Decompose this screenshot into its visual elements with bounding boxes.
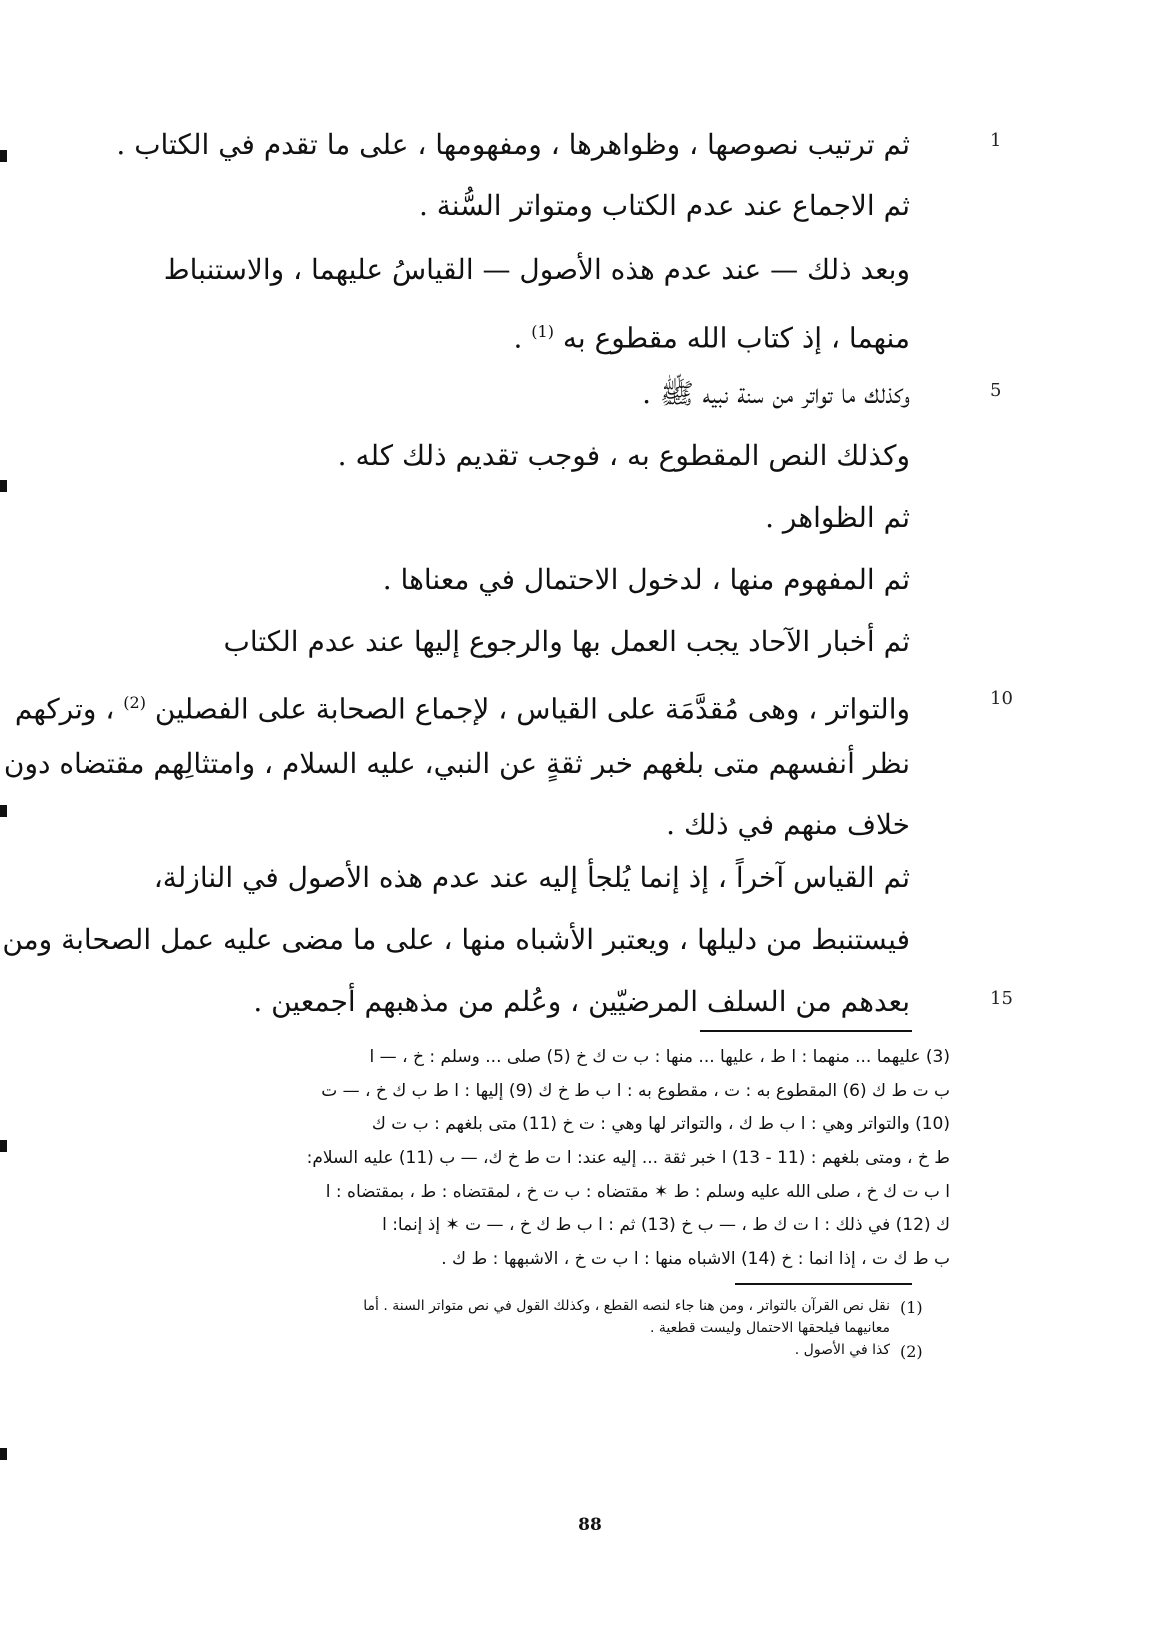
text-line: ثم الاجماع عند عدم الكتاب ومتواتر السُّنة . (418, 189, 910, 222)
footnote-ref-1: (1) (531, 322, 554, 341)
edge-mark (0, 480, 7, 492)
text-line: وبعد ذلك — عند عدم هذه الأصول — القياسُ عليهما ، والاستنباط (163, 253, 910, 286)
footnote-text: معانيهما فيلحقها الاحتمال وليست قطعية . (650, 1320, 890, 1336)
line-number-1: 1 (990, 130, 1002, 151)
text-line: وكذلك النص المقطوع به ، فوجب تقديم ذلك كله . (337, 439, 910, 472)
apparatus-line: ا ب ت ك خ ، صلى الله عليه وسلم : ط ✶ مقتضاه : ب ت خ ، لمقتضاه : ط ، بمقتضاه : ا (325, 1182, 950, 1202)
text-line: ثم المفهوم منها ، لدخول الاحتمال في معناها . (382, 563, 910, 596)
text-line: ثم القياس آخراً ، إذ إنما يُلجأ إليه عند عدم هذه الأصول في النازلة، (153, 861, 910, 894)
footnote-ref-2: (2) (123, 693, 146, 712)
text-line (150, 312, 910, 358)
edge-mark (0, 150, 7, 162)
text-line: فيستنبط من دليلها ، ويعتبر الأشباه منها ، على ما مضى عليه عمل الصحابة ومن (2, 923, 910, 956)
text-line: ثم الظواهر . (765, 501, 910, 534)
text-line: خلاف منهم في ذلك . (666, 808, 910, 841)
text-segment: منهما ، إذ كتاب الله مقطوع به (562, 321, 910, 355)
footnote-number-1: (1) (900, 1298, 923, 1317)
edge-mark (0, 805, 7, 817)
line-number-5: 5 (990, 380, 1002, 401)
text-segment: . (513, 321, 523, 355)
page-number: 88 (578, 1515, 602, 1535)
edge-mark (0, 1140, 7, 1152)
apparatus-line: ط خ ، ومتى بلغهم : (11 - 13) ا خبر ثقة ... إليه عند: ا ت ط خ ك، — ب (11) عليه السلام: (306, 1148, 950, 1168)
apparatus-line: (3) عليهما ... منهما : ا ط ، عليها ... منها : ب ت ك خ (5) صلى ... وسلم : خ ، — ا (369, 1047, 950, 1067)
text-line: بعدهم من السلف المرضيّين ، وعُلم من مذهبهم أجمعين . (253, 985, 910, 1018)
apparatus-line: ب ت ط ك (6) المقطوع به : ت ، مقطوع به : ا ب ط خ ك (9) إليها : ا ط ب ك خ ، — ت (321, 1081, 950, 1101)
text-segment: والتواتر ، وهى مُقدَّمَة على القياس ، لإجماع الصحابة على الفصلين (154, 692, 910, 726)
footnote-text: كذا في الأصول . (794, 1342, 890, 1358)
footnote-text: نقل نص القرآن بالتواتر ، ومن هنا جاء لنصه القطع ، وكذلك القول في نص متواتر السنة . أما (363, 1298, 890, 1314)
text-segment: ، وتركهم (14, 692, 115, 726)
text-line (14, 683, 910, 729)
text-line: ثم ترتيب نصوصها ، وظواهرها ، ومفهومها ، على ما تقدم في الكتاب . (116, 128, 910, 161)
line-number-10: 10 (990, 688, 1013, 709)
text-line: وكذلك ما تواتر من سنة نبيه ﷺ . (642, 377, 910, 410)
edge-mark (0, 1448, 7, 1460)
text-line: ثم أخبار الآحاد يجب العمل بها والرجوع إليها عند عدم الكتاب (223, 625, 910, 658)
footnote-rule (735, 1283, 912, 1285)
line-number-15: 15 (990, 988, 1013, 1009)
footnote-number-2: (2) (900, 1342, 923, 1361)
apparatus-line: ب ط ك ت ، إذا انما : خ (14) الاشباه منها : ا ب ت خ ، الاشبهها : ط ك . (441, 1249, 950, 1269)
apparatus-line: (10) والتواتر وهي : ا ب ط ك ، والتواتر لها وهي : ت خ (11) متى بلغهم : ب ت ك (371, 1114, 950, 1134)
text-line: نظر أنفسهم متى بلغهم خبر ثقةٍ عن النبي، عليه السلام ، وامتثالِهم مقتضاه دون (3, 747, 910, 780)
apparatus-rule (700, 1030, 912, 1032)
apparatus-line: ك (12) في ذلك : ا ت ك ط ، — ب خ (13) ثم : ا ب ط ك خ ، — ت ✶ إذ إنما: ا (382, 1215, 950, 1235)
